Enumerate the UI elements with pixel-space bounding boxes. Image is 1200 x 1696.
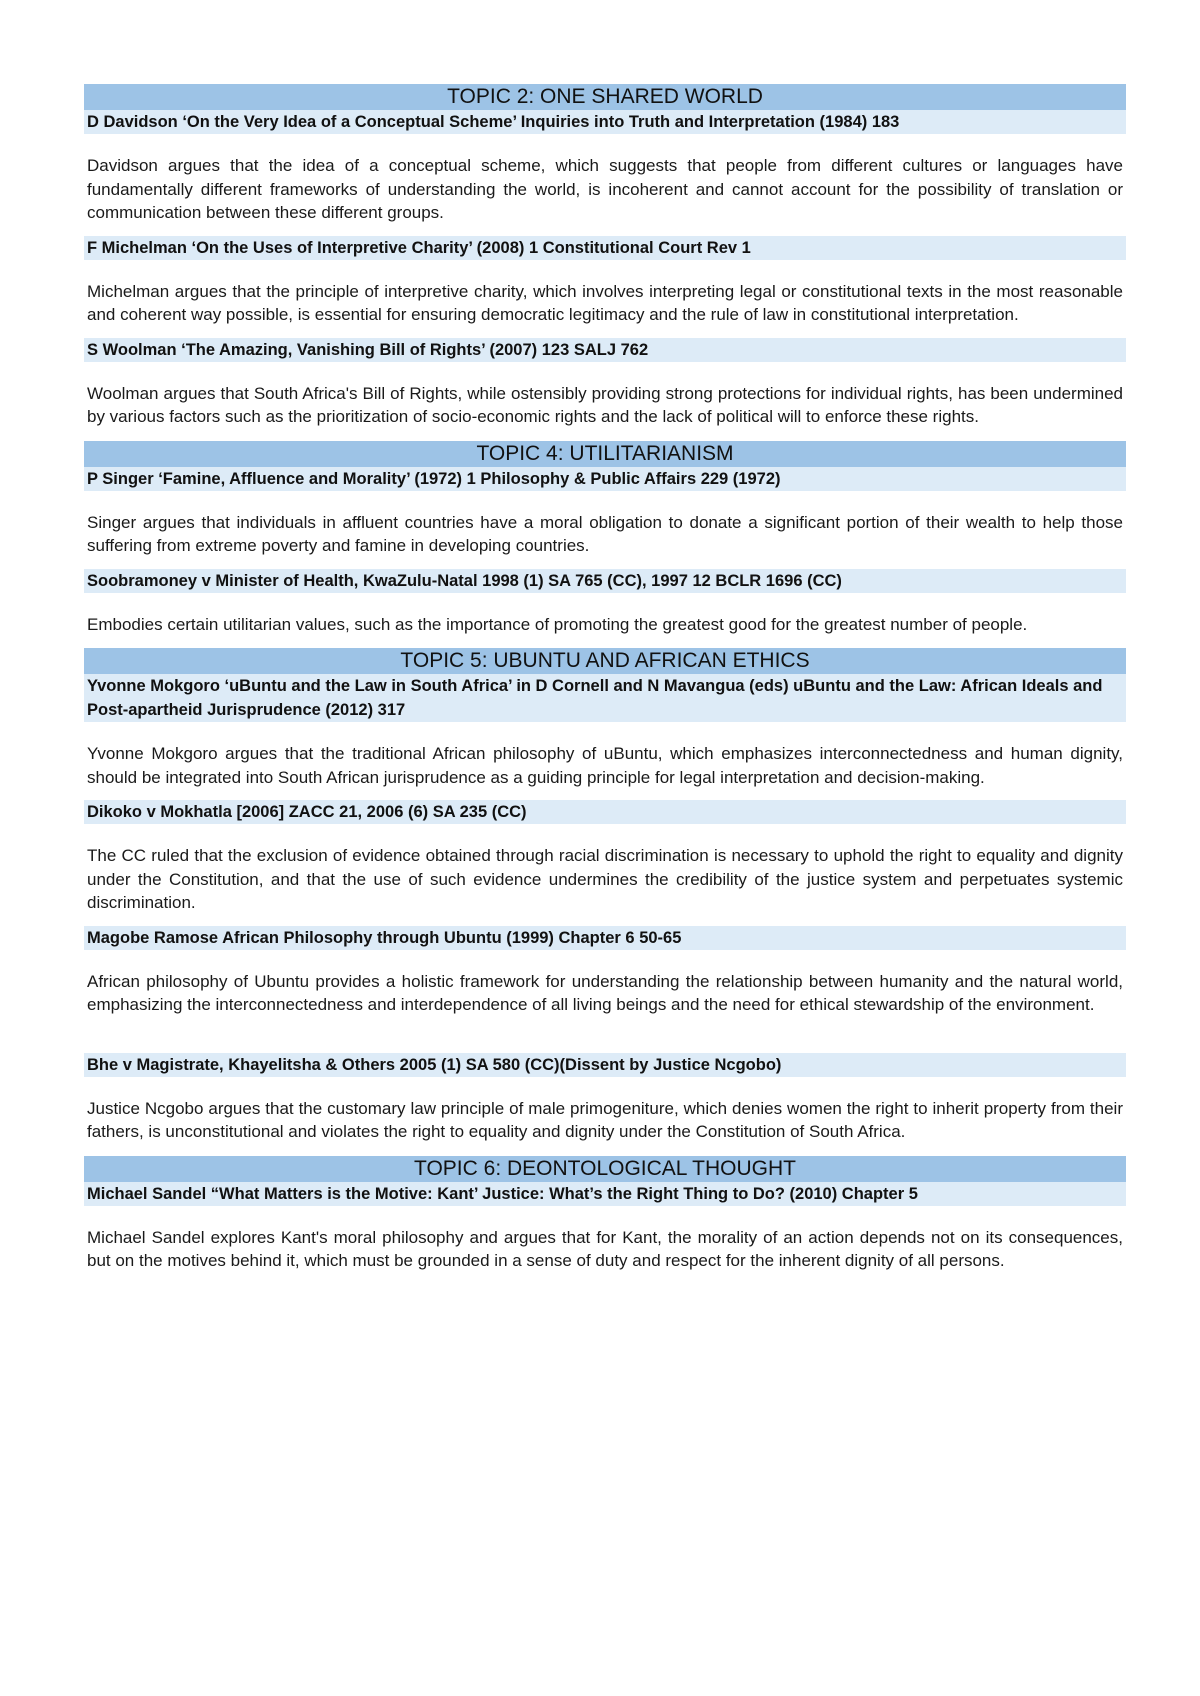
reference-heading: Yvonne Mokgoro ‘uBuntu and the Law in South Africa’ in D Cornell and N Mavangua (eds) uBuntu and the Law: African Ideals and Post-apartheid Jurisprudence (2012) 317 [84, 674, 1126, 722]
topic-section [84, 648, 1126, 1144]
summary-paragraph: The CC ruled that the exclusion of evidence obtained through racial discrimination is necessary to uphold the right to equality and dignity under the Constitution, and that the use of such evidence undermines the credibility of the justice system and perpetuates systemic discrimination. [87, 846, 1123, 912]
summary-paragraph: Michael Sandel explores Kant's moral philosophy and argues that for Kant, the morality of an action depends not on its consequences, but on the motives behind it, which must be grounded in a sense of duty and respect for the inherent dignity of all persons. [87, 1227, 1123, 1270]
summary-paragraph: Yvonne Mokgoro argues that the traditional African philosophy of uBuntu, which emphasizes interconnectedness and human dignity, should be integrated into South African jurisprudence as a guiding principle for legal interpretation and decision-making. [87, 744, 1123, 787]
summary-paragraph: African philosophy of Ubuntu provides a holistic framework for understanding the relationship between humanity and the natural world, emphasizing the interconnectedness and interdependence of all living beings and the need for ethical stewardship of the environment. [87, 971, 1123, 1014]
topic-section [84, 84, 1126, 429]
topic-heading: TOPIC 6: DEONTOLOGICAL THOUGHT [84, 1156, 1126, 1182]
reference-heading: P Singer ‘Famine, Affluence and Morality’ (1972) 1 Philosophy & Public Affairs 229 (1972) [84, 467, 1126, 491]
reference-heading: Dikoko v Mokhatla [2006] ZACC 21, 2006 (6) SA 235 (CC) [84, 800, 1126, 824]
reference-heading: S Woolman ‘The Amazing, Vanishing Bill of Rights’ (2007) 123 SALJ 762 [84, 338, 1126, 362]
topic-heading: TOPIC 2: ONE SHARED WORLD [84, 84, 1126, 110]
summary-paragraph: Singer argues that individuals in affluent countries have a moral obligation to donate a significant portion of their wealth to help those suffering from extreme poverty and famine in developing countries. [87, 512, 1123, 555]
reference-heading: F Michelman ‘On the Uses of Interpretive Charity’ (2008) 1 Constitutional Court Rev 1 [84, 236, 1126, 260]
reference-heading: Michael Sandel “What Matters is the Motive: Kant’ Justice: What’s the Right Thing to Do? (2010) Chapter 5 [84, 1182, 1126, 1206]
summary-paragraph: Davidson argues that the idea of a conceptual scheme, which suggests that people from different cultures or languages have fundamentally different frameworks of understanding the world, is incoherent and cannot account for the possibility of translation or communication between these different groups. [87, 156, 1123, 222]
reference-heading: Soobramoney v Minister of Health, KwaZulu-Natal 1998 (1) SA 765 (CC), 1997 12 BCLR 1696 (CC) [84, 569, 1126, 593]
topic-section [84, 441, 1126, 637]
topic-heading: TOPIC 5: UBUNTU AND AFRICAN ETHICS [84, 648, 1126, 674]
summary-paragraph: Woolman argues that South Africa's Bill of Rights, while ostensibly providing strong protections for individual rights, has been undermined by various factors such as the prioritization of socio-economic rights and the lack of political will to enforce these rights. [87, 383, 1123, 426]
reference-heading: D Davidson ‘On the Very Idea of a Conceptual Scheme’ Inquiries into Truth and Interpretation (1984) 183 [84, 110, 1126, 134]
summary-paragraph: Michelman argues that the principle of interpretive charity, which involves interpreting legal or constitutional texts in the most reasonable and coherent way possible, is essential for ensuring democratic legitimacy and the rule of law in constitutional interpretation. [87, 281, 1123, 324]
topic-section [84, 1156, 1126, 1273]
document-page [84, 84, 1126, 1273]
summary-paragraph: Embodies certain utilitarian values, such as the importance of promoting the greatest good for the greatest number of people. [87, 614, 1028, 634]
reference-heading: Magobe Ramose African Philosophy through Ubuntu (1999) Chapter 6 50-65 [84, 926, 1126, 950]
topic-heading: TOPIC 4: UTILITARIANISM [84, 441, 1126, 467]
summary-paragraph: Justice Ncgobo argues that the customary law principle of male primogeniture, which denies women the right to inherit property from their fathers, is unconstitutional and violates the right to equality and dignity under the Constitution of South Africa. [87, 1098, 1123, 1141]
reference-heading: Bhe v Magistrate, Khayelitsha & Others 2005 (1) SA 580 (CC)(Dissent by Justice Ncgobo) [84, 1053, 1126, 1077]
